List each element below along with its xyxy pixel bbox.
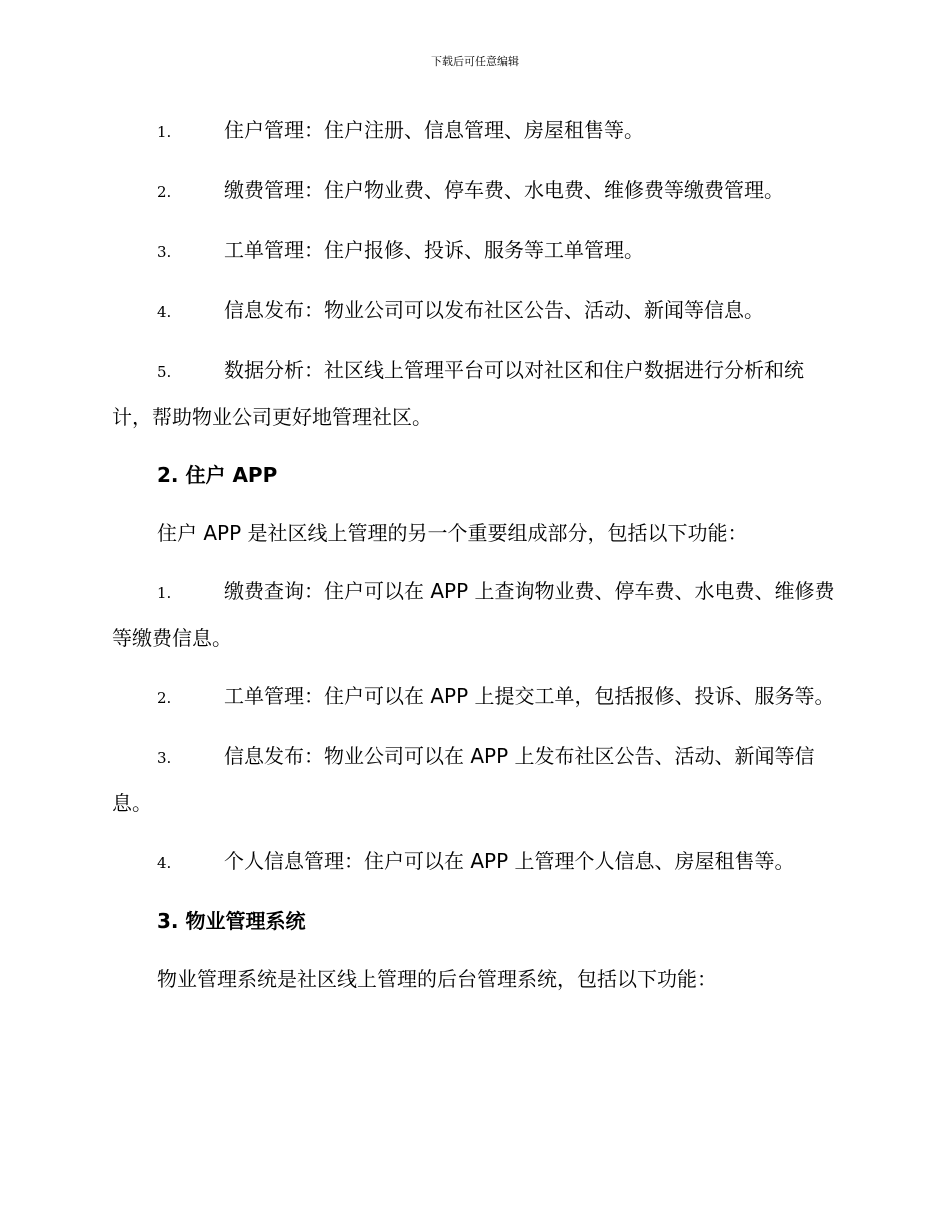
list-text: 信息发布：物业公司可以发布社区公告、活动、新闻等信息。 xyxy=(224,298,764,322)
list-number: 1. xyxy=(157,584,172,602)
list-text: 工单管理：住户报修、投诉、服务等工单管理。 xyxy=(224,238,644,262)
list-number: 2. xyxy=(157,689,172,707)
list-text: 个人信息管理：住户可以在 APP 上管理个人信息、房屋租售等。 xyxy=(224,849,795,873)
list-item xyxy=(112,288,837,335)
list-number: 4. xyxy=(157,854,172,872)
list-item xyxy=(112,168,837,215)
list-text: 缴费查询：住户可以在 APP 上查询物业费、停车费、水电费、维修费等缴费信息。 xyxy=(112,579,835,650)
page-header: 下载后可任意编辑 xyxy=(431,55,519,68)
list-text: 住户管理：住户注册、信息管理、房屋租售等。 xyxy=(224,118,644,142)
list-item xyxy=(112,674,837,721)
list-number: 3. xyxy=(157,243,172,261)
list-text: 缴费管理：住户物业费、停车费、水电费、维修费等缴费管理。 xyxy=(224,178,784,202)
list-number: 5. xyxy=(157,363,172,381)
list-text: 信息发布：物业公司可以在 APP 上发布社区公告、活动、新闻等信息。 xyxy=(112,744,815,815)
list-number: 4. xyxy=(157,303,172,321)
section-intro-property-system: 物业管理系统是社区线上管理的后台管理系统，包括以下功能： xyxy=(157,967,717,991)
list-item xyxy=(112,108,837,155)
list-item xyxy=(112,228,837,275)
section-heading-resident-app: 2. 住户 APP xyxy=(157,463,278,487)
list-number: 3. xyxy=(157,749,172,767)
section-heading-property-system: 3. 物业管理系统 xyxy=(157,909,306,933)
section-intro-resident-app: 住户 APP 是社区线上管理的另一个重要组成部分，包括以下功能： xyxy=(157,521,748,545)
list-number: 1. xyxy=(157,123,172,141)
document-body xyxy=(112,108,837,1015)
list-item xyxy=(112,569,837,661)
list-text: 数据分析：社区线上管理平台可以对社区和住户数据进行分析和统计，帮助物业公司更好地管理社区。 xyxy=(112,358,804,429)
list-item xyxy=(112,348,837,440)
list-item xyxy=(112,839,837,886)
list-number: 2. xyxy=(157,183,172,201)
list-item xyxy=(112,734,837,826)
list-text: 工单管理：住户可以在 APP 上提交工单，包括报修、投诉、服务等。 xyxy=(224,684,835,708)
